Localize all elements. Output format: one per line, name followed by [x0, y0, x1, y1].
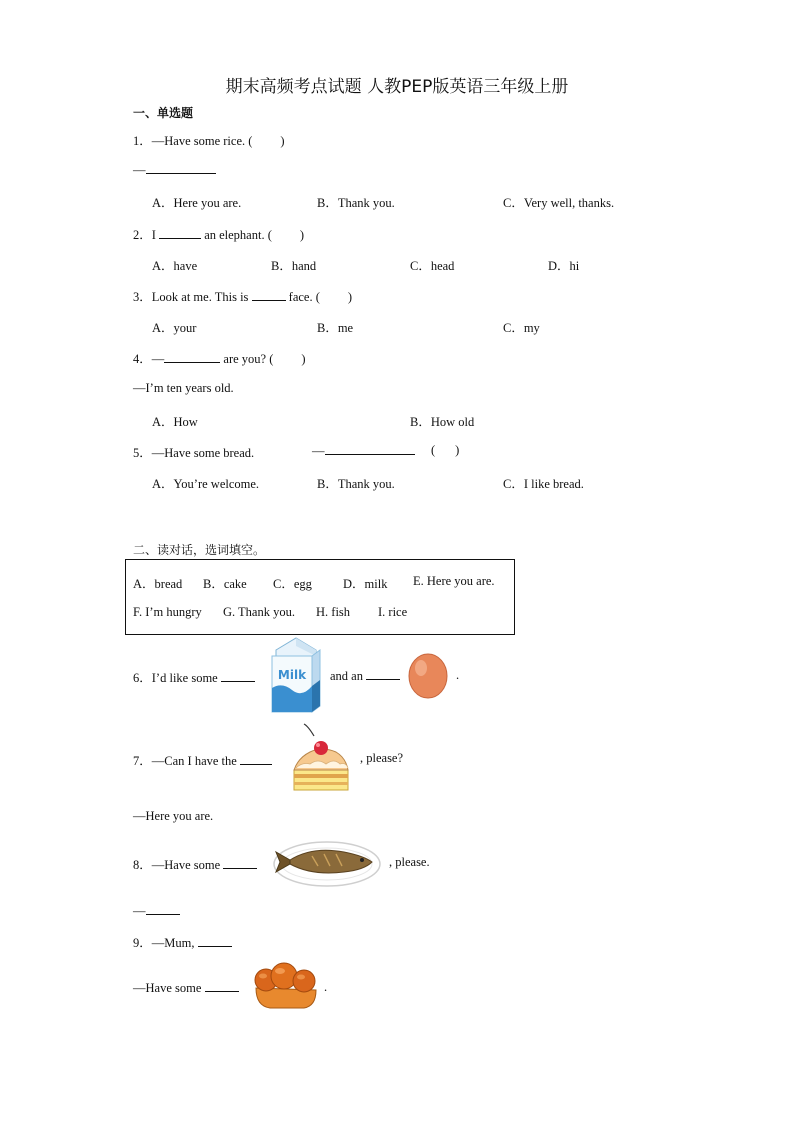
word-option-d: D．milk	[343, 577, 388, 591]
word-option-g: G. Thank you.	[223, 605, 295, 619]
answer-blank[interactable]	[252, 289, 286, 301]
question-2: 2．I an elephant. ( )	[133, 228, 305, 242]
word-option-a: A．bread	[133, 577, 183, 591]
bread-icon	[250, 962, 320, 1012]
question-6-end: .	[456, 668, 460, 682]
answer-blank[interactable]	[325, 443, 415, 455]
question-3: 3．Look at me. This is face. ( )	[133, 290, 353, 304]
section-heading-2: 二、读对话，选词填空。	[133, 543, 266, 557]
cake-icon	[288, 722, 354, 794]
answer-blank[interactable]	[221, 670, 255, 682]
answer-blank[interactable]	[146, 162, 216, 174]
word-option-b: B．cake	[203, 577, 247, 591]
question-8-response: —	[133, 903, 180, 919]
question-5-paren: ( )	[431, 443, 460, 457]
option-1b[interactable]: B．Thank you.	[317, 196, 395, 210]
egg-icon	[406, 650, 450, 700]
option-4a[interactable]: A．How	[152, 415, 198, 429]
option-4b[interactable]: B．How old	[410, 415, 475, 429]
option-2c[interactable]: C．head	[410, 259, 455, 273]
option-3a[interactable]: A．your	[152, 321, 197, 335]
fish-plate-icon	[272, 836, 382, 888]
option-5c[interactable]: C．I like bread.	[503, 477, 584, 491]
option-3c[interactable]: C．my	[503, 321, 540, 335]
question-4: 4．— are you? ( )	[133, 352, 306, 366]
word-box	[125, 559, 515, 635]
option-2b[interactable]: B．hand	[271, 259, 317, 273]
answer-blank[interactable]	[205, 980, 239, 992]
word-option-f: F. I’m hungry	[133, 605, 202, 619]
question-7: 7．—Can I have the	[133, 751, 272, 769]
answer-blank[interactable]	[164, 351, 220, 363]
question-7-end: , please?	[360, 751, 404, 765]
word-option-i: I. rice	[378, 605, 408, 619]
question-7-response: —Here you are.	[133, 809, 214, 823]
option-2a[interactable]: A．have	[152, 259, 198, 273]
answer-blank[interactable]	[223, 857, 257, 869]
option-2d[interactable]: D．hi	[548, 259, 580, 273]
question-1: 1．—Have some rice. ( )	[133, 134, 285, 148]
option-3b[interactable]: B．me	[317, 321, 354, 335]
page-title: 期末高频考点试题 人教PEP版英语三年级上册	[225, 77, 569, 97]
answer-blank[interactable]	[146, 903, 180, 915]
word-option-e: E. Here you are.	[413, 574, 495, 588]
question-4-response: —I’m ten years old.	[133, 381, 234, 395]
milk-label: Milk	[277, 668, 307, 682]
question-9-end: .	[324, 980, 328, 994]
word-option-c: C．egg	[273, 577, 312, 591]
question-1-response: —	[133, 162, 216, 178]
section-heading-1: 一、单选题	[133, 106, 194, 120]
question-6-mid: and an	[330, 668, 400, 684]
question-9-response: —Have some	[133, 980, 239, 996]
answer-blank[interactable]	[240, 753, 272, 765]
option-1a[interactable]: A．Here you are.	[152, 196, 242, 210]
question-8-end: , please.	[389, 855, 430, 869]
answer-blank[interactable]	[159, 227, 201, 239]
milk-carton-icon	[268, 636, 324, 714]
question-6: 6．I’d like some	[133, 668, 255, 686]
question-5-response: —	[312, 443, 415, 459]
option-5b[interactable]: B．Thank you.	[317, 477, 395, 491]
question-5: 5．—Have some bread.	[133, 446, 255, 460]
answer-blank[interactable]	[366, 668, 400, 680]
option-5a[interactable]: A．You’re welcome.	[152, 477, 260, 491]
question-9: 9．—Mum,	[133, 933, 232, 951]
answer-blank[interactable]	[198, 935, 232, 947]
word-option-h: H. fish	[316, 605, 351, 619]
option-1c[interactable]: C．Very well, thanks.	[503, 196, 615, 210]
question-8: 8．—Have some	[133, 855, 257, 873]
